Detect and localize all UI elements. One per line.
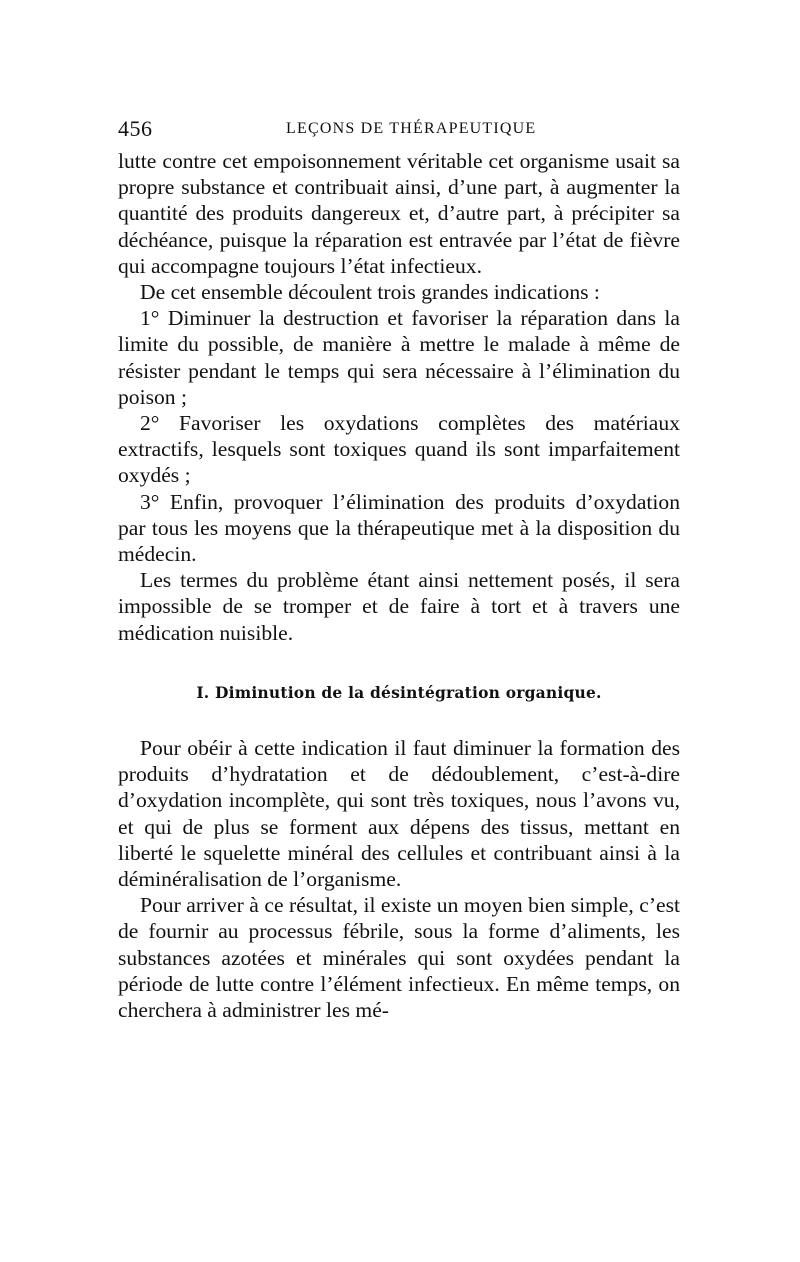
running-title: LEÇONS DE THÉRAPEUTIQUE bbox=[286, 120, 537, 137]
page-number: 456 bbox=[118, 116, 153, 141]
section-heading: I. Diminution de la désintégration organique. bbox=[196, 683, 602, 702]
page-header bbox=[118, 116, 678, 144]
section-body-text bbox=[118, 735, 680, 1023]
paragraph: Pour arriver à ce résultat, il existe un moyen bien simple, c’est de fournir au processus fébrile, sous la forme d’aliments, les substances azotées et minérales qui sont oxydées pendant la période de lutte contre l’élément infectieux. En même temps, on cherchera à administrer les mé- bbox=[118, 893, 680, 1023]
paragraph: 1° Diminuer la destruction et favoriser la réparation dans la limite du possible, de manière à mettre le malade à même de résister pendant le temps qui sera nécessaire à l’élimination du poison ; bbox=[118, 306, 680, 409]
paragraph: 3° Enfin, provoquer l’élimination des produits d’oxydation par tous les moyens que la thérapeutique met à la disposition du médecin. bbox=[118, 489, 680, 567]
paragraph: De cet ensemble découlent trois grandes indications : bbox=[140, 280, 600, 305]
body-text bbox=[118, 148, 680, 646]
paragraph: Les termes du problème étant ainsi nettement posés, il sera impossible de se tromper et de faire à tort et à travers une médication nuisible. bbox=[118, 568, 680, 645]
paragraph: 2° Favoriser les oxydations complètes des matériaux extractifs, lesquels sont toxiques quand ils sont imparfaitement oxydés ; bbox=[118, 411, 680, 488]
paragraph: Pour obéir à cette indication il faut diminuer la formation des produits d’hydratation et de dédoublement, c’est-à-dire d’oxydation incomplète, qui sont très toxiques, nous l’avons vu, et qui de plus se forment aux dépens des tissus, mettant en liberté le squelette minéral des cellules et contribuant ainsi à la déminéralisation de l’organisme. bbox=[118, 736, 680, 892]
paragraph: lutte contre cet empoisonnement véritable cet organisme usait sa propre substance et contribuait ainsi, d’une part, à augmenter la quantité des produits dangereux et, d’autre part, à précipiter sa déchéance, puisque la réparation est entravée par l’état de fièvre qui accompagne toujours l’état infectieux. bbox=[118, 149, 680, 278]
